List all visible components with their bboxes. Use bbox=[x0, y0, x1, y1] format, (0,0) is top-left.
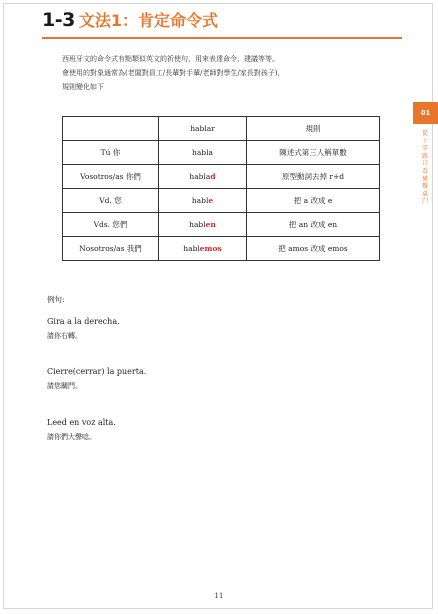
subject-cell: Tú 你 bbox=[63, 141, 159, 165]
subject-cell: Nosotros/as 我們 bbox=[63, 237, 159, 261]
rule-cell: 陳述式第三人稱單數 bbox=[247, 141, 380, 165]
header-cell: 規則 bbox=[247, 117, 380, 141]
verb-ending: emos bbox=[199, 244, 222, 253]
table-row bbox=[63, 141, 380, 165]
header-cell bbox=[63, 117, 159, 141]
section-title: 文法1：肯定命令式 bbox=[78, 11, 218, 30]
examples-label: 例句: bbox=[47, 295, 65, 304]
table-header-row bbox=[63, 117, 380, 141]
intro-line: 西班牙文的命令式有點類似英文的祈使句，用來表達命令、建議等等。 bbox=[62, 55, 279, 63]
verb-stem: habla bbox=[189, 172, 211, 181]
verb-stem: habl bbox=[189, 220, 206, 229]
example-chinese: 請你們大聲唸。 bbox=[47, 433, 96, 441]
verb-form-cell bbox=[159, 141, 247, 165]
page-number: 11 bbox=[214, 592, 224, 600]
verb-stem: habl bbox=[183, 244, 200, 253]
subject-cell: Vds. 您們 bbox=[63, 213, 159, 237]
rule-cell: 把 an 改成 en bbox=[247, 213, 380, 237]
verb-ending: e bbox=[208, 196, 214, 205]
section-number: 1-3 bbox=[42, 9, 75, 31]
intro-paragraph bbox=[62, 52, 392, 94]
table-row bbox=[63, 165, 380, 189]
rule-cell: 把 a 改成 e bbox=[247, 189, 380, 213]
header-rule bbox=[42, 37, 402, 39]
verb-stem: habla bbox=[192, 148, 213, 157]
table-row bbox=[63, 213, 380, 237]
intro-line: 會使用的對象通常為(老闆對員工/長輩對手輩/老師對學生/家長對孩子)， bbox=[62, 69, 285, 77]
verb-form-cell bbox=[159, 213, 247, 237]
rule-cell: 原型動詞去掉 r+d bbox=[247, 165, 380, 189]
example-spanish: Gira a la derecha. bbox=[47, 317, 120, 326]
header-cell: hablar bbox=[159, 117, 247, 141]
verb-form-cell bbox=[159, 165, 247, 189]
table-row bbox=[63, 189, 380, 213]
table-row bbox=[63, 237, 380, 261]
chapter-side-text: 從十字路口看懂餐桌了！ bbox=[420, 130, 433, 206]
verb-stem: habl bbox=[191, 196, 209, 205]
example-chinese: 請你右轉。 bbox=[47, 332, 82, 340]
rule-cell: 把 amos 改成 emos bbox=[247, 237, 380, 261]
example-chinese: 請您關門。 bbox=[47, 382, 82, 390]
verb-ending: en bbox=[205, 220, 216, 229]
verb-form-cell bbox=[159, 237, 247, 261]
example-spanish: Leed en voz alta. bbox=[47, 418, 116, 427]
conjugation-table bbox=[62, 116, 380, 261]
chapter-tab[interactable]: 01 bbox=[413, 102, 438, 124]
subject-cell: Vosotros/as 你們 bbox=[63, 165, 159, 189]
example-spanish: Cierre(cerrar) la puerta. bbox=[47, 367, 147, 376]
verb-form-cell bbox=[159, 189, 247, 213]
intro-line: 規則變化如下 bbox=[62, 83, 104, 91]
subject-cell: Vd. 您 bbox=[63, 189, 159, 213]
section-header bbox=[42, 8, 218, 31]
verb-ending: d bbox=[210, 172, 216, 181]
